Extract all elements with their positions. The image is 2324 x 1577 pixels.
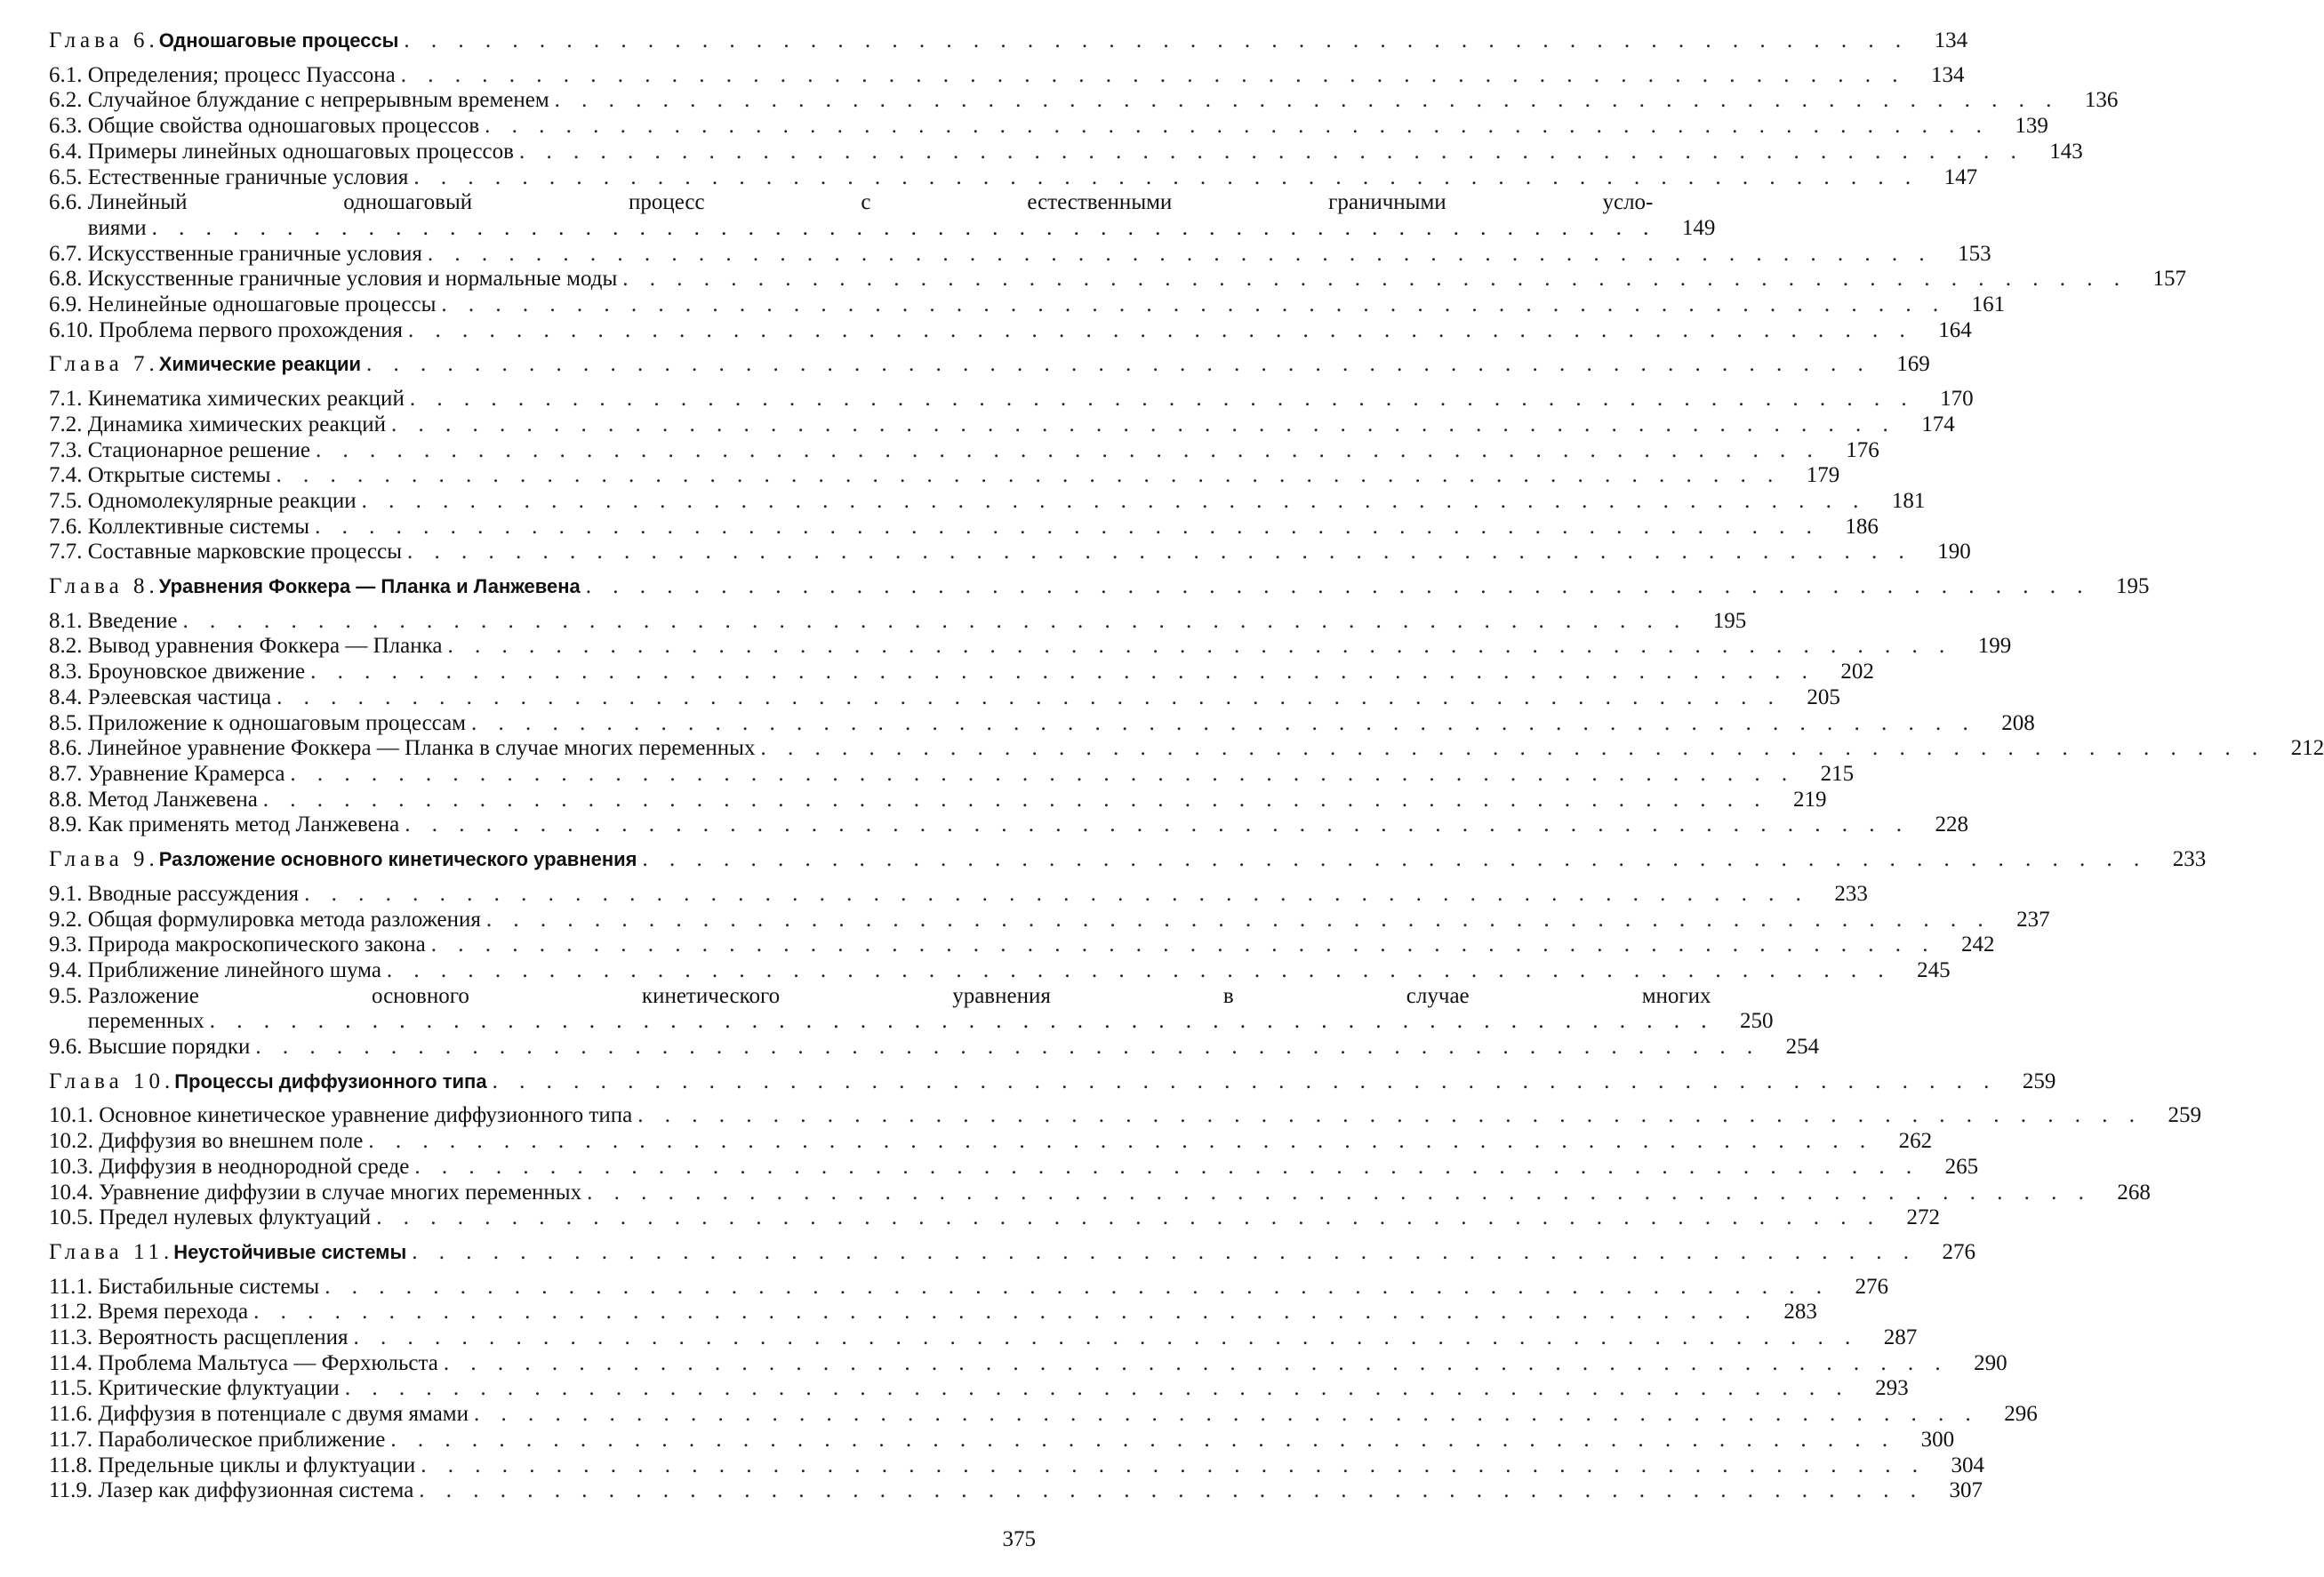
section-title: Лазер как диффузионная система [98,1478,414,1503]
leader-dots: . . . . . . . . . . . . . . . . . . . . . . . . . . . . . . . . . . . . . . . . . . . . . . . . . . . . . . . . [441,292,1947,317]
toc-entry[interactable] [49,1300,1817,1325]
leader-dots: . . . . . . . . . . . . . . . . . . . . . . . . . . . . . . . . . . . . . . . . . . . . . . . . . . . . . . . . [315,437,1821,462]
toc-entry[interactable] [49,1103,2201,1129]
section-number: 7.5. [49,488,83,513]
section-number: 7.7. [49,540,83,564]
section-title: Диффузия в неоднородной среде [99,1154,410,1179]
toc-entry[interactable] [49,1129,1933,1155]
toc-entry[interactable] [49,983,1774,1035]
section-number: 9.1. [49,881,83,906]
section-page-number: 296 [2004,1402,2038,1427]
section-page-number: 265 [1944,1154,1979,1179]
leader-dots: . . . . . . . . . . . . . . . . . . . . . . . . . . . . . . . . . . . . . . . . . . . . . . . . . . . . . . . . [344,1376,1850,1401]
chapter-page-number: 134 [1934,28,1968,52]
page-number: 375 [1002,1527,1036,1551]
section-title: Естественные граничные условия [87,164,409,189]
toc-entry[interactable] [49,660,1874,685]
section-number: 8.4. [49,684,83,709]
section-page-number: 283 [1783,1300,1817,1325]
section-number: 10.2. [49,1129,93,1154]
leader-dots: . . . . . . . . . . . . . . . . . . . . . . . . . . . . . . . . . . . . . . . . . . . . . . . . . . . . . . . . [585,574,2091,599]
section-title: Проблема первого прохождения [99,317,403,342]
section-title: Рэлеевская частица [87,684,272,709]
section-title: Искусственные граничные условия и нормальные моды [87,267,618,292]
toc-entry[interactable] [49,267,2187,292]
leader-dots: . . . . . . . . . . . . . . . . . . . . . . . . . . . . . . . . . . . . . . . . . . . . . . . . . . . . . . . . [637,1103,2143,1128]
section-page-number: 139 [2015,114,2048,139]
section-title: Диффузия во внешнем поле [99,1129,364,1154]
toc-entry[interactable] [49,1478,1983,1504]
leader-dots: . . . . . . . . . . . . . . . . . . . . . . . . . . . . . . . . . . . . . . . . . . . . . . . . . . . . . . . . [325,1274,1830,1299]
section-number: 8.7. [49,761,83,786]
section-number: 8.6. [49,736,83,761]
toc-entry[interactable] [49,1205,1940,1231]
leader-dots: . . . . . . . . . . . . . . . . . . . . . . . . . . . . . . . . . . . . . . . . . . . . . . . . . . . . . . . . [407,540,1912,564]
chapter-heading[interactable] [49,574,2150,600]
section-page-number: 170 [1940,387,1974,412]
toc-entry[interactable] [49,1180,2151,1206]
table-of-contents [49,28,2324,1504]
section-number: 8.1. [49,608,83,633]
section-title: Броуновское движение [87,660,306,684]
leader-dots: . . . . . . . . . . . . . . . . . . . . . . . . . . . . . . . . . . . . . . . . . . . . . . . . . . . . . . . . [421,1453,1927,1477]
toc-entry[interactable] [49,957,1951,984]
leader-dots: . . . . . . . . . . . . . . . . . . . . . . . . . . . . . . . . . . . . . . . . . . . . . . . . . . . . . . . . [304,881,1809,906]
leader-dots: . . . . . . . . . . . . . . . . . . . . . . . . . . . . . . . . . . . . . . . . . . . . . . . . . . . . . . . . [151,215,1657,240]
toc-entry[interactable] [49,787,1827,813]
leader-dots: . . . . . . . . . . . . . . . . . . . . . . . . . . . . . . . . . . . . . . . . . . . . . . . . . . . . . . . . [310,660,1815,684]
section-page-number: 254 [1785,1035,1820,1060]
toc-entry[interactable] [49,907,2050,933]
section-page-number: 300 [1920,1427,1955,1452]
section-number: 8.9. [49,813,83,837]
section-number: 10.4. [49,1180,93,1205]
section-page-number: 202 [1840,660,1874,684]
section-number: 11.7. [49,1427,93,1452]
leader-dots: . . . . . . . . . . . . . . . . . . . . . . . . . . . . . . . . . . . . . . . . . . . . . . . . . . . . . . . . [413,164,1919,189]
section-title: Искусственные граничные условия [87,241,422,266]
toc-entry[interactable] [49,387,1974,412]
toc-entry[interactable] [49,1350,2007,1377]
section-page-number: 181 [1891,488,1926,513]
chapter-heading[interactable] [49,28,1968,54]
section-number: 11.5. [49,1376,93,1401]
section-number: 8.2. [49,634,83,659]
leader-dots: . . . . . . . . . . . . . . . . . . . . . . . . . . . . . . . . . . . . . . . . . . . . . . . . . . . . . . . . [622,267,2128,292]
section-title: Предел нулевых флуктуаций [99,1205,372,1230]
leader-dots: . . . . . . . . . . . . . . . . . . . . . . . . . . . . . . . . . . . . . . . . . . . . . . . . . . . . . . . . [353,1325,1859,1350]
section-title: Общая формулировка метода разложения [87,907,481,932]
section-title: Линейное уравнение Фоккера — Планка в случае многих переменных [87,736,756,761]
section-title: Открытые системы [87,463,271,488]
toc-entry[interactable] [49,190,1716,241]
section-page-number: 293 [1875,1376,1909,1401]
toc-entry[interactable] [49,684,1840,711]
section-number: 6.7. [49,241,83,266]
section-number: 9.6. [49,1035,83,1060]
toc-entry[interactable] [49,634,2012,660]
leader-dots: . . . . . . . . . . . . . . . . . . . . . . . . . . . . . . . . . . . . . . . . . . . . . . . . . . . . . . . . [405,813,1910,837]
chapter-page-number: 259 [2022,1069,2056,1093]
leader-dots: . . . . . . . . . . . . . . . . . . . . . . . . . . . . . . . . . . . . . . . . . . . . . . . . . . . . . . . . [485,114,1990,139]
chapter-label: Глава 6. [49,28,159,52]
section-number: 11.9. [49,1478,93,1503]
section-title: Проблема Мальтуса — Ферхюльста [98,1350,438,1375]
leader-dots: . . . . . . . . . . . . . . . . . . . . . . . . . . . . . . . . . . . . . . . . . . . . . . . . . . . . . . . . [182,608,1688,633]
section-number: 11.2. [49,1300,93,1325]
toc-entry[interactable] [49,1154,1979,1181]
chapter-label: Глава 10. [49,1069,175,1093]
toc-entry[interactable] [49,463,1840,489]
section-number: 10.1. [49,1103,93,1128]
leader-dots: . . . . . . . . . . . . . . . . . . . . . . . . . . . . . . . . . . . . . . . . . . . . . . . . . . . . . . . . [412,1239,1917,1264]
section-number: 6.2. [49,88,83,113]
section-number: 11.3. [49,1325,93,1350]
leader-dots: . . . . . . . . . . . . . . . . . . . . . . . . . . . . . . . . . . . . . . . . . . . . . . . . . . . . . . . . [471,710,1976,735]
leader-dots: . . . . . . . . . . . . . . . . . . . . . . . . . . . . . . . . . . . . . . . . . . . . . . . . . . . . . . . . [492,1069,1998,1093]
section-page-number: 233 [1834,881,1868,906]
toc-entry[interactable] [49,540,1971,565]
section-title: Вывод уравнения Фоккера — Планка [87,634,443,659]
section-page-number: 250 [1740,1009,1774,1034]
toc-entry[interactable] [49,412,1955,438]
leader-dots: . . . . . . . . . . . . . . . . . . . . . . . . . . . . . . . . . . . . . . . . . . . . . . . . . . . . . . . . [315,514,1820,539]
section-title: Общие свойства одношаговых процессов [87,114,480,139]
leader-dots: . . . . . . . . . . . . . . . . . . . . . . . . . . . . . . . . . . . . . . . . . . . . . . . . . . . . . . . . [276,684,1782,709]
leader-dots: . . . . . . . . . . . . . . . . . . . . . . . . . . . . . . . . . . . . . . . . . . . . . . . . . . . . . . . . [554,88,2060,113]
section-number: 9.4. [49,957,83,982]
section-title: Приложение к одношаговым процессам [87,710,466,735]
section-title-line2: виями [87,215,147,240]
leader-dots: . . . . . . . . . . . . . . . . . . . . . . . . . . . . . . . . . . . . . . . . . . . . . . . . . . . . . . . . [386,957,1892,982]
section-page-number: 262 [1898,1129,1933,1154]
section-number: 10.5. [49,1205,93,1230]
leader-dots: . . . . . . . . . . . . . . . . . . . . . . . . . . . . . . . . . . . . . . . . . . . . . . . . . . . . . . . . [404,28,1910,52]
section-number: 10.3. [49,1154,93,1179]
leader-dots: . . . . . . . . . . . . . . . . . . . . . . . . . . . . . . . . . . . . . . . . . . . . . . . . . . . . . . . . [376,1205,1881,1230]
toc-entry[interactable] [49,736,2324,762]
chapter-label: Глава 8. [49,574,159,599]
section-page-number: 134 [1930,62,1965,87]
toc-entry[interactable] [49,933,1995,958]
section-page-number: 276 [1855,1274,1888,1299]
section-page-number: 304 [1951,1453,1985,1477]
section-title: Стационарное решение [87,437,310,462]
section-page-number: 237 [2016,907,2050,932]
section-title: Диффузия в потенциале с двумя ямами [98,1402,469,1427]
leader-dots: . . . . . . . . . . . . . . . . . . . . . . . . . . . . . . . . . . . . . . . . . . . . . . . . . . . . . . . . [587,1180,2092,1205]
section-title: Примеры линейных одношаговых процессов [87,139,514,164]
section-page-number: 242 [1961,933,1995,957]
section-title: Время перехода [98,1300,249,1325]
toc-entry[interactable] [49,1376,1909,1402]
section-page-number: 174 [1921,412,1955,436]
section-page-number: 215 [1820,761,1855,786]
section-title-line2: переменных [87,1009,204,1034]
section-number: 6.10. [49,317,93,342]
section-number: 6.1. [49,62,83,87]
section-page-number: 287 [1883,1325,1918,1350]
section-number: 6.8. [49,267,83,292]
section-title: Уравнение Крамерса [87,761,285,786]
chapter-heading[interactable] [49,847,2207,873]
section-number: 9.5. [49,983,83,1008]
leader-dots: . . . . . . . . . . . . . . . . . . . . . . . . . . . . . . . . . . . . . . . . . . . . . . . . . . . . . . . . [391,412,1896,436]
section-title: Введение [87,608,178,633]
section-title: Основное кинетическое уравнение диффузионного типа [99,1103,633,1128]
section-title: Случайное блуждание с непрерывным временем [87,88,549,113]
section-title-line1: Разложение основного кинетического уравнения в случае многих [87,983,1711,1008]
leader-dots: . . . . . . . . . . . . . . . . . . . . . . . . . . . . . . . . . . . . . . . . . . . . . . . . . . . . . . . . [408,317,1913,342]
leader-dots: . . . . . . . . . . . . . . . . . . . . . . . . . . . . . . . . . . . . . . . . . . . . . . . . . . . . . . . . [400,62,1906,87]
section-page-number: 205 [1807,684,1840,709]
section-number: 7.6. [49,514,83,539]
section-number: 11.8. [49,1453,93,1477]
section-page-number: 212 [2290,736,2324,761]
chapter-page-number: 169 [1896,352,1930,377]
toc-entry[interactable] [49,62,1965,89]
leader-dots: . . . . . . . . . . . . . . . . . . . . . . . . . . . . . . . . . . . . . . . . . . . . . . . . . . . . . . . . [430,933,1936,957]
toc-entry[interactable] [49,1274,1888,1301]
section-page-number: 136 [2084,88,2119,113]
section-page-number: 143 [2049,139,2083,164]
section-page-number: 186 [1845,514,1879,539]
section-title: Природа макроскопического закона [87,933,426,957]
toc-entry[interactable] [49,514,1879,540]
leader-dots: . . . . . . . . . . . . . . . . . . . . . . . . . . . . . . . . . . . . . . . . . . . . . . . . . . . . . . . . [485,907,1991,932]
leader-dots: . . . . . . . . . . . . . . . . . . . . . . . . . . . . . . . . . . . . . . . . . . . . . . . . . . . . . . . . [262,787,1768,812]
leader-dots: . . . . . . . . . . . . . . . . . . . . . . . . . . . . . . . . . . . . . . . . . . . . . . . . . . . . . . . . [443,1350,1949,1375]
toc-entry[interactable] [49,761,1855,788]
section-page-number: 161 [1971,292,2006,317]
section-number: 8.8. [49,787,83,812]
toc-entry[interactable] [49,114,2048,140]
leader-dots: . . . . . . . . . . . . . . . . . . . . . . . . . . . . . . . . . . . . . . . . . . . . . . . . . . . . . . . . [276,463,1782,488]
section-title-line1: Линейный одношаговый процесс с естественными граничными усло- [87,190,1654,215]
section-title: Коллективные системы [87,514,310,539]
section-number: 6.5. [49,164,83,189]
section-title: Параболическое приближение [98,1427,386,1452]
leader-dots: . . . . . . . . . . . . . . . . . . . . . . . . . . . . . . . . . . . . . . . . . . . . . . . . . . . . . . . . [368,1129,1874,1154]
section-page-number: 199 [1977,634,2012,659]
leader-dots: . . . . . . . . . . . . . . . . . . . . . . . . . . . . . . . . . . . . . . . . . . . . . . . . . . . . . . . . [447,634,1953,659]
section-page-number: 228 [1935,813,1968,837]
leader-dots: . . . . . . . . . . . . . . . . . . . . . . . . . . . . . . . . . . . . . . . . . . . . . . . . . . . . . . . . [409,387,1915,412]
toc-entry[interactable] [49,317,1972,344]
chapter-heading[interactable] [49,1239,1975,1266]
leader-dots: . . . . . . . . . . . . . . . . . . . . . . . . . . . . . . . . . . . . . . . . . . . . . . . . . . . . . . . . [414,1154,1920,1179]
toc-entry[interactable] [49,164,1978,191]
toc-entry[interactable] [49,139,2083,165]
section-number: 9.2. [49,907,83,932]
chapter-label: Глава 7. [49,352,159,377]
section-number: 6.3. [49,114,83,139]
section-page-number: 219 [1793,787,1827,812]
section-title: Составные марковские процессы [87,540,403,564]
chapter-label: Глава 11. [49,1239,174,1264]
section-number: 8.3. [49,660,83,684]
chapter-page-number: 195 [2116,574,2150,599]
leader-dots: . . . . . . . . . . . . . . . . . . . . . . . . . . . . . . . . . . . . . . . . . . . . . . . . . . . . . . . . [419,1478,1925,1503]
section-page-number: 268 [2117,1180,2151,1205]
toc-entry[interactable] [49,88,2119,114]
chapter-label: Глава 9. [49,847,159,872]
toc-entry[interactable] [49,710,2035,737]
section-page-number: 157 [2152,267,2187,292]
leader-dots: . . . . . . . . . . . . . . . . . . . . . . . . . . . . . . . . . . . . . . . . . . . . . . . . . . . . . . . . [290,761,1796,786]
section-title: Критические флуктуации [98,1376,340,1401]
section-title: Нелинейные одношаговые процессы [87,292,437,317]
chapter-title: Химические реакции [158,353,362,376]
leader-dots: . . . . . . . . . . . . . . . . . . . . . . . . . . . . . . . . . . . . . . . . . . . . . . . . . . . . . . . . [760,736,2266,761]
chapter-heading[interactable] [49,1069,2056,1095]
chapter-page-number: 276 [1942,1239,1975,1264]
section-title: Динамика химических реакций [87,412,386,436]
section-number: 7.2. [49,412,83,436]
leader-dots: . . . . . . . . . . . . . . . . . . . . . . . . . . . . . . . . . . . . . . . . . . . . . . . . . . . . . . . . [474,1402,1979,1427]
chapter-title: Разложение основного кинетического уравнения [158,848,637,871]
chapter-title: Уравнения Фоккера — Планка и Ланжевена [158,575,581,598]
section-title: Уравнение диффузии в случае многих переменных [99,1180,582,1205]
leader-dots: . . . . . . . . . . . . . . . . . . . . . . . . . . . . . . . . . . . . . . . . . . . . . . . . . . . . . . . . [518,139,2024,164]
leader-dots: . . . . . . . . . . . . . . . . . . . . . . . . . . . . . . . . . . . . . . . . . . . . . . . . . . . . . . . . [209,1009,1715,1034]
section-number: 7.4. [49,463,83,488]
chapter-title: Одношаговые процессы [158,29,399,52]
toc-entry[interactable] [49,488,1926,515]
toc-entry[interactable] [49,292,2006,318]
leader-dots: . . . . . . . . . . . . . . . . . . . . . . . . . . . . . . . . . . . . . . . . . . . . . . . . . . . . . . . . [427,241,1933,266]
section-title: Метод Ланжевена [87,787,258,812]
section-title: Приближение линейного шума [87,957,381,982]
toc-entry[interactable] [49,437,1879,464]
section-page-number: 208 [2001,710,2035,735]
chapter-heading[interactable] [49,352,1930,378]
section-page-number: 195 [1712,608,1747,633]
section-page-number: 179 [1806,463,1840,488]
toc-entry[interactable] [49,241,1991,268]
section-number: 11.4. [49,1350,93,1375]
toc-entry[interactable] [49,1453,1985,1479]
leader-dots: . . . . . . . . . . . . . . . . . . . . . . . . . . . . . . . . . . . . . . . . . . . . . . . . . . . . . . . . [642,847,2148,872]
toc-entry[interactable] [49,1427,1955,1453]
section-page-number: 259 [2168,1103,2201,1128]
section-number: 11.1. [49,1274,93,1299]
section-number: 6.4. [49,139,83,164]
section-title: Предельные циклы и флуктуации [98,1453,416,1477]
chapter-title: Неустойчивые системы [173,1240,407,1263]
leader-dots: . . . . . . . . . . . . . . . . . . . . . . . . . . . . . . . . . . . . . . . . . . . . . . . . . . . . . . . . [361,488,1867,513]
section-title: Одномолекулярные реакции [87,488,357,513]
section-page-number: 149 [1681,215,1716,240]
section-title: Бистабильные системы [98,1274,320,1299]
section-number: 6.9. [49,292,83,317]
chapter-title: Процессы диффузионного типа [174,1069,487,1093]
section-title: Вероятность расщепления [98,1325,349,1350]
section-title: Кинематика химических реакций [87,387,405,412]
toc-entry[interactable] [49,1035,1820,1061]
toc-entry[interactable] [49,1402,2038,1428]
section-title: Вводные рассуждения [87,881,300,906]
section-number: 8.5. [49,710,83,735]
section-number: 7.1. [49,387,83,412]
section-page-number: 245 [1917,957,1951,982]
section-number: 7.3. [49,437,83,462]
toc-entry[interactable] [49,1325,1918,1351]
section-page-number: 164 [1938,317,1972,342]
leader-dots: . . . . . . . . . . . . . . . . . . . . . . . . . . . . . . . . . . . . . . . . . . . . . . . . . . . . . . . . [390,1427,1896,1452]
section-title: Высшие порядки [87,1035,251,1060]
leader-dots: . . . . . . . . . . . . . . . . . . . . . . . . . . . . . . . . . . . . . . . . . . . . . . . . . . . . . . . . [366,352,1871,377]
section-page-number: 176 [1846,437,1879,462]
section-title: Как применять метод Ланжевена [87,813,400,837]
toc-entry[interactable] [49,608,1747,635]
leader-dots: . . . . . . . . . . . . . . . . . . . . . . . . . . . . . . . . . . . . . . . . . . . . . . . . . . . . . . . . [253,1300,1759,1325]
toc-entry[interactable] [49,881,1868,908]
section-page-number: 153 [1958,241,1991,266]
leader-dots: . . . . . . . . . . . . . . . . . . . . . . . . . . . . . . . . . . . . . . . . . . . . . . . . . . . . . . . . [255,1035,1761,1060]
section-number: 9.3. [49,933,83,957]
section-page-number: 147 [1943,164,1978,189]
section-page-number: 190 [1937,540,1971,564]
section-number: 11.6. [49,1402,93,1427]
section-title: Определения; процесс Пуассона [87,62,396,87]
section-page-number: 290 [1974,1350,2007,1375]
section-page-number: 272 [1906,1205,1940,1230]
chapter-page-number: 233 [2172,847,2207,872]
toc-entry[interactable] [49,813,1968,838]
section-page-number: 307 [1949,1478,1983,1503]
section-number: 6.6. [49,190,83,215]
